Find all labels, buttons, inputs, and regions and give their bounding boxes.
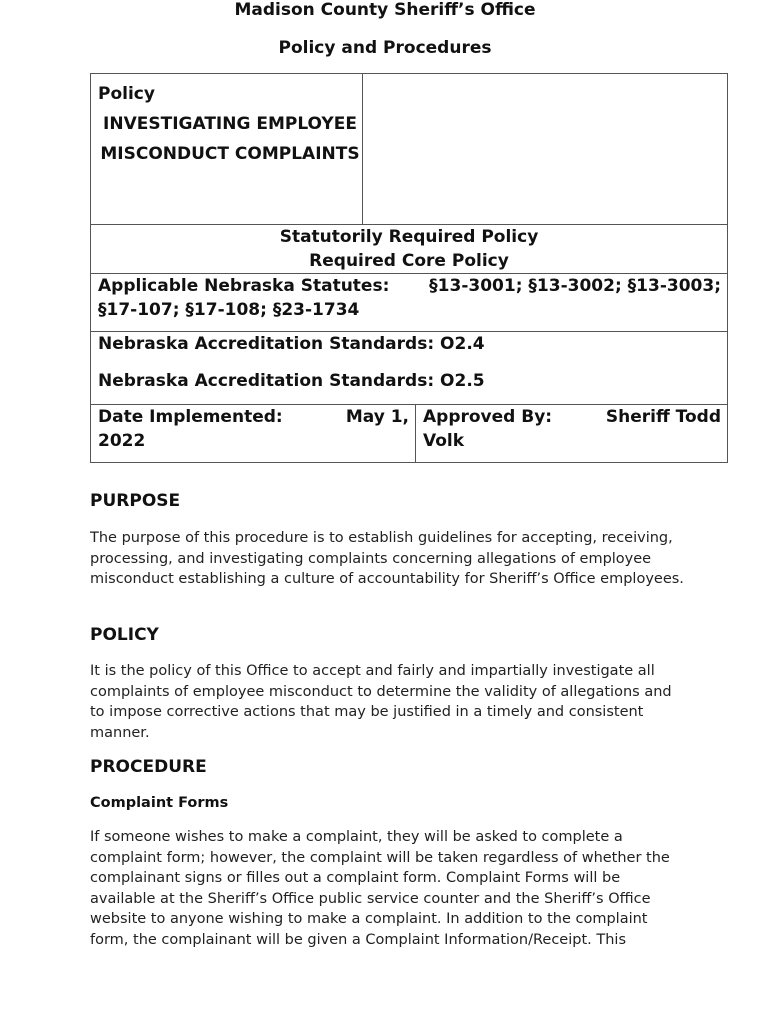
- approved-label: Approved By:: [423, 407, 553, 427]
- policy-text: It is the policy of this Office to accept and fairly and impartially investigate all complaints of employee misconduct to determine the validity of allegations and to impose corrective actions that may be justified in a timely and consistent manner.: [90, 663, 672, 741]
- policy-title-line2: MISCONDUCT COMPLAINTS: [100, 144, 360, 164]
- statutes-cell: [91, 274, 728, 332]
- policy-heading: POLICY: [90, 625, 159, 645]
- policy-type-cell: [91, 225, 728, 274]
- approved-name-line1: Sheriff Todd: [605, 407, 721, 427]
- policy-cell: [91, 74, 363, 225]
- purpose-heading: PURPOSE: [90, 491, 181, 511]
- complaint-forms-subheading: Complaint Forms: [90, 795, 229, 811]
- date-year: 2022: [98, 431, 146, 451]
- accreditation-standard-1: Nebraska Accreditation Standards: O2.4: [98, 334, 485, 354]
- statutes-values: §13-3001; §13-3002; §13-3003;: [429, 276, 721, 296]
- accreditation-standard-2: Nebraska Accreditation Standards: O2.5: [98, 371, 485, 391]
- policy-info-table: [90, 73, 728, 463]
- date-month-day: May 1,: [345, 407, 409, 427]
- required-core-label: Required Core Policy: [309, 251, 509, 271]
- procedure-heading: PROCEDURE: [90, 757, 207, 777]
- document-subtitle: Policy and Procedures: [278, 38, 492, 58]
- approved-by-cell: [416, 405, 728, 463]
- date-implemented-cell: [91, 405, 416, 463]
- statutes-line2: §17-107; §17-108; §23-1734: [98, 300, 360, 320]
- procedure-text: If someone wishes to make a complaint, they will be asked to complete a complaint form; however, the complaint will be taken regardless of whether the complainant signs or filles out a complaint form. Complaint Forms will be available at the Sheriff’s Office public service counter and the Sheriff’s Office website to anyone wishing to make a complaint. In addition to the complaint form, the complainant will be given a Complaint Information/Receipt. This: [90, 829, 670, 948]
- date-label: Date Implemented:: [98, 407, 283, 427]
- policy-label: Policy: [98, 84, 155, 104]
- blank-cell: [363, 74, 728, 225]
- office-title: Madison County Sheriff’s Office: [234, 0, 536, 20]
- purpose-text: The purpose of this procedure is to establish guidelines for accepting, receiving, processing, and investigating complaints concerning allegations of employee misconduct establishing a culture of accountability for Sheriff’s Office employees.: [90, 530, 684, 588]
- approved-name-line2: Volk: [423, 431, 465, 451]
- standards-cell: [91, 332, 728, 405]
- statutorily-required-label: Statutorily Required Policy: [279, 227, 539, 247]
- policy-title-line1: INVESTIGATING EMPLOYEE: [103, 114, 357, 134]
- statutes-label: Applicable Nebraska Statutes:: [98, 276, 390, 296]
